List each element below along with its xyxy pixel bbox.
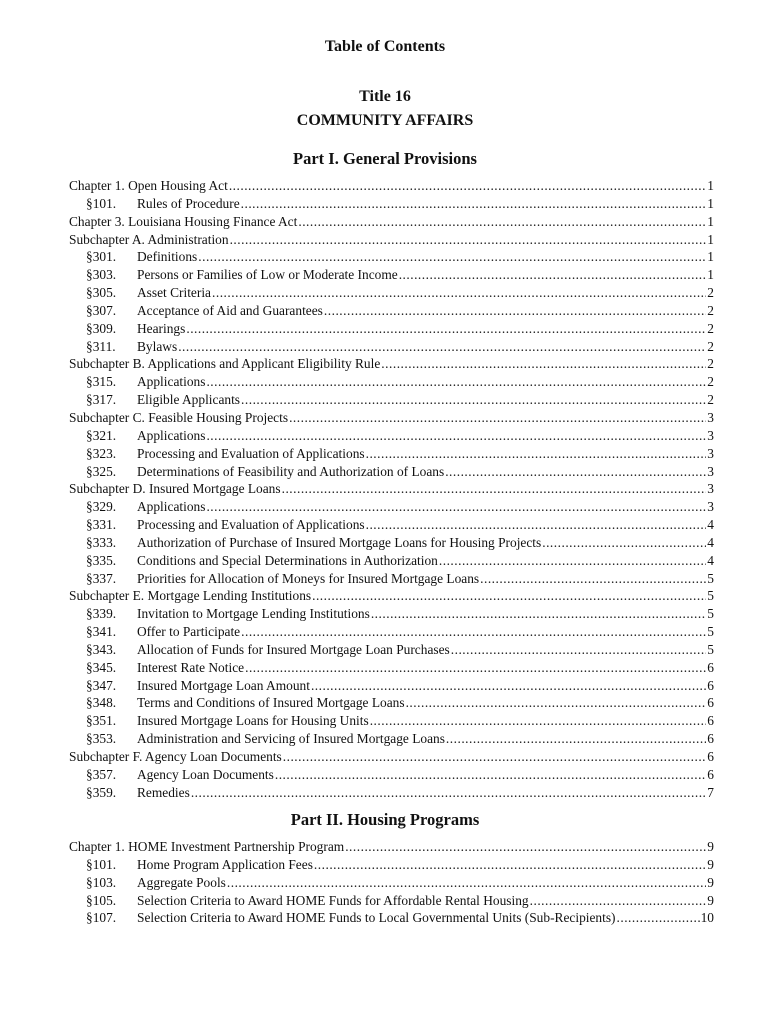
dot-leader	[311, 677, 706, 695]
entry-label: Definitions	[137, 249, 198, 265]
page-number: 4	[707, 534, 714, 550]
section-number: §325.	[86, 463, 117, 479]
entry-label: Applications	[137, 427, 206, 443]
toc-entry[interactable]	[69, 445, 714, 463]
dot-leader	[178, 338, 706, 356]
page-number: 3	[707, 427, 714, 443]
toc-entry[interactable]	[69, 712, 714, 730]
page-number: 2	[707, 356, 714, 372]
page-number: 5	[707, 624, 714, 640]
toc-entry[interactable]	[69, 248, 714, 266]
entry-label: Conditions and Special Determinations in Authorization	[137, 552, 438, 568]
page-number: 1	[707, 195, 714, 211]
toc-entry[interactable]	[69, 784, 714, 802]
entry-label: Insured Mortgage Loan Amount	[137, 677, 310, 693]
entry-label: Determinations of Feasibility and Authorization of Loans	[137, 463, 445, 479]
entry-label: Authorization of Purchase of Insured Mortgage Loans for Housing Projects	[137, 534, 542, 550]
section-number: §307.	[86, 302, 117, 318]
section-number: §309.	[86, 320, 117, 336]
dot-leader	[245, 659, 706, 677]
toc-entry[interactable]	[69, 284, 714, 302]
page-number: 2	[707, 374, 714, 390]
entry-label: Subchapter F. Agency Loan Documents	[69, 749, 282, 764]
entry-label: Priorities for Allocation of Moneys for Insured Mortgage Loans	[137, 570, 480, 586]
toc-entry[interactable]	[69, 302, 714, 320]
dot-leader	[312, 587, 706, 605]
dot-leader	[241, 391, 706, 409]
part-heading: Part II. Housing Programs	[290, 810, 480, 829]
entry-label: Remedies	[137, 784, 190, 800]
toc-entry[interactable]	[69, 587, 714, 605]
toc-entry[interactable]	[69, 355, 714, 373]
page-number: 9	[707, 892, 714, 908]
dot-leader	[542, 534, 706, 552]
page-number: 1	[707, 231, 714, 247]
entry-label: Chapter 1. HOME Investment Partnership Program	[69, 839, 345, 854]
dot-leader	[480, 570, 706, 588]
page-number: 2	[707, 392, 714, 408]
section-number: §101.	[86, 195, 117, 211]
dot-leader	[275, 766, 706, 784]
page-number: 5	[707, 570, 714, 586]
entry-label: Subchapter B. Applications and Applicant Eligibility Rule	[69, 356, 381, 372]
section-number: §103.	[86, 874, 117, 890]
entry-label: Asset Criteria	[137, 285, 212, 301]
section-number: §329.	[86, 499, 117, 515]
dot-leader	[298, 213, 706, 231]
page-number: 6	[707, 659, 714, 675]
toc-entry[interactable]	[69, 677, 714, 695]
section-number: §315.	[86, 374, 117, 390]
dot-leader	[530, 892, 707, 910]
entry-label: Terms and Conditions of Insured Mortgage Loans	[137, 695, 405, 711]
entry-label: Eligible Applicants	[137, 392, 241, 408]
toc-entry[interactable]	[69, 534, 714, 552]
toc-entry[interactable]	[69, 909, 714, 927]
section-number: §107.	[86, 910, 117, 926]
entry-label: Applications	[137, 374, 206, 390]
entry-label: Insured Mortgage Loans for Housing Units	[137, 713, 369, 729]
page-number: 6	[707, 677, 714, 693]
section-number: §321.	[86, 427, 117, 443]
entry-label: Agency Loan Documents	[137, 766, 274, 782]
section-number: §301.	[86, 249, 117, 265]
dot-leader	[198, 248, 706, 266]
section-number: §333.	[86, 534, 117, 550]
page-number: 9	[707, 856, 714, 872]
entry-label: Subchapter D. Insured Mortgage Loans	[69, 481, 281, 497]
toc-entry[interactable]	[69, 838, 714, 856]
toc-title: Table of Contents	[324, 38, 446, 55]
section-number: §305.	[86, 285, 117, 301]
dot-leader	[282, 480, 707, 498]
page-number: 10	[700, 910, 714, 926]
page-number: 4	[707, 517, 714, 533]
dot-leader	[227, 874, 706, 892]
section-number: §311.	[86, 338, 116, 354]
entry-label: Subchapter C. Feasible Housing Projects	[69, 409, 289, 425]
entry-label: Administration and Servicing of Insured Mortgage Loans	[137, 731, 445, 747]
dot-leader	[314, 856, 706, 874]
page-number: 1	[707, 213, 714, 229]
section-number: §317.	[86, 392, 117, 408]
entry-label: Selection Criteria to Award HOME Funds to Local Governmental Units (Sub-Recipients)	[137, 910, 616, 926]
toc-entry[interactable]	[69, 552, 714, 570]
dot-leader	[345, 838, 706, 856]
dot-leader	[451, 641, 707, 659]
dot-leader	[206, 373, 706, 391]
dot-leader	[617, 909, 700, 927]
page-number: 6	[707, 713, 714, 729]
entry-label: Chapter 3. Louisiana Housing Finance Act	[69, 213, 298, 229]
entry-label: Invitation to Mortgage Lending Institutions	[137, 606, 370, 622]
section-number: §303.	[86, 267, 117, 283]
page-number: 3	[707, 499, 714, 515]
title-number: Title 16	[359, 88, 411, 105]
toc-entry[interactable]	[69, 748, 714, 766]
dot-leader	[381, 355, 706, 373]
toc-entry[interactable]	[69, 391, 714, 409]
toc-entry[interactable]	[69, 177, 714, 195]
toc-entry[interactable]	[69, 694, 714, 712]
toc-entry[interactable]	[69, 427, 714, 445]
entry-label: Chapter 1. Open Housing Act	[69, 178, 228, 193]
page-number: 2	[707, 338, 714, 354]
dot-leader	[446, 730, 706, 748]
dot-leader	[406, 694, 707, 712]
toc-entry[interactable]	[69, 605, 714, 623]
part-heading: Part I. General Provisions	[293, 149, 477, 168]
page-number: 4	[707, 552, 714, 568]
section-number: §343.	[86, 641, 117, 657]
dot-leader	[212, 284, 706, 302]
section-number: §337.	[86, 570, 117, 586]
page-number: 7	[707, 784, 714, 800]
entry-label: Subchapter A. Administration	[69, 231, 229, 247]
entry-label: Home Program Application Fees	[137, 856, 313, 872]
toc-entry[interactable]	[69, 213, 714, 231]
dot-leader	[366, 445, 707, 463]
page-number: 1	[707, 267, 714, 283]
dot-leader	[241, 623, 706, 641]
entry-label: Interest Rate Notice	[137, 659, 245, 675]
entry-label: Offer to Participate	[137, 624, 241, 640]
section-number: §335.	[86, 552, 117, 568]
dot-leader	[186, 320, 706, 338]
entry-label: Processing and Evaluation of Applications	[137, 445, 365, 461]
toc-entry[interactable]	[69, 766, 714, 784]
section-number: §341.	[86, 624, 117, 640]
entry-label: Selection Criteria to Award HOME Funds for Affordable Rental Housing	[137, 892, 529, 908]
section-number: §347.	[86, 677, 117, 693]
entry-label: Processing and Evaluation of Applications	[137, 517, 365, 533]
toc-entry[interactable]	[69, 320, 714, 338]
section-number: §323.	[86, 445, 117, 461]
toc-entry[interactable]	[69, 892, 714, 910]
entry-label: Rules of Procedure	[137, 195, 240, 211]
dot-leader	[283, 748, 707, 766]
entry-label: Allocation of Funds for Insured Mortgage Loan Purchases	[137, 641, 450, 657]
section-number: §353.	[86, 731, 117, 747]
dot-leader	[230, 231, 707, 249]
section-number: §348.	[86, 695, 117, 711]
dot-leader	[439, 552, 706, 570]
section-number: §351.	[86, 713, 117, 729]
dot-leader	[206, 427, 706, 445]
page-number: 6	[707, 731, 714, 747]
toc-entry[interactable]	[69, 659, 714, 677]
dot-leader	[445, 463, 706, 481]
page-number: 9	[707, 839, 714, 854]
toc-list	[69, 177, 714, 802]
page-number: 9	[707, 874, 714, 890]
dot-leader	[289, 409, 706, 427]
page-number: 1	[707, 249, 714, 265]
toc-entry[interactable]	[69, 231, 714, 249]
entry-label: Hearings	[137, 320, 186, 336]
section-number: §101.	[86, 856, 117, 872]
dot-leader	[324, 302, 706, 320]
section-number: §331.	[86, 517, 117, 533]
dot-leader	[191, 784, 706, 802]
page-number: 2	[707, 302, 714, 318]
dot-leader	[229, 177, 706, 195]
toc-entry[interactable]	[69, 480, 714, 498]
toc-entry[interactable]	[69, 463, 714, 481]
toc-entry[interactable]	[69, 730, 714, 748]
page-number: 3	[707, 481, 714, 497]
toc-entry[interactable]	[69, 874, 714, 892]
page-number: 2	[707, 285, 714, 301]
title-name: COMMUNITY AFFAIRS	[296, 112, 474, 129]
toc-entry[interactable]	[69, 856, 714, 874]
dot-leader	[241, 195, 707, 213]
entry-label: Aggregate Pools	[137, 874, 226, 890]
section-number: §345.	[86, 659, 117, 675]
entry-label: Bylaws	[137, 338, 178, 354]
section-number: §359.	[86, 784, 117, 800]
page-number: 3	[707, 445, 714, 461]
page-number: 3	[707, 463, 714, 479]
entry-label: Persons or Families of Low or Moderate Income	[137, 267, 398, 283]
section-number: §339.	[86, 606, 117, 622]
entry-label: Acceptance of Aid and Guarantees	[137, 302, 323, 318]
dot-leader	[206, 498, 706, 516]
page-number: 5	[707, 588, 714, 604]
dot-leader	[399, 266, 707, 284]
page-number: 6	[707, 695, 714, 711]
section-number: §105.	[86, 892, 117, 908]
page-number: 6	[707, 766, 714, 782]
section-number: §357.	[86, 766, 117, 782]
toc-entry[interactable]	[69, 409, 714, 427]
dot-leader	[371, 605, 706, 623]
toc-entry[interactable]	[69, 498, 714, 516]
page-number: 5	[707, 606, 714, 622]
page-number: 3	[707, 409, 714, 425]
entry-label: Applications	[137, 499, 206, 515]
entry-label: Subchapter E. Mortgage Lending Institutions	[69, 588, 312, 604]
page-number: 6	[707, 749, 714, 764]
dot-leader	[370, 712, 707, 730]
toc-entry[interactable]	[69, 266, 714, 284]
toc-entry[interactable]	[69, 570, 714, 588]
dot-leader	[366, 516, 707, 534]
toc-entry[interactable]	[69, 641, 714, 659]
page-number: 1	[707, 178, 714, 193]
toc-entry[interactable]	[69, 373, 714, 391]
page-number: 2	[707, 320, 714, 336]
toc-list	[69, 838, 714, 927]
toc-entry[interactable]	[69, 195, 714, 213]
toc-entry[interactable]	[69, 516, 714, 534]
toc-entry[interactable]	[69, 338, 714, 356]
page-number: 5	[707, 641, 714, 657]
toc-entry[interactable]	[69, 623, 714, 641]
